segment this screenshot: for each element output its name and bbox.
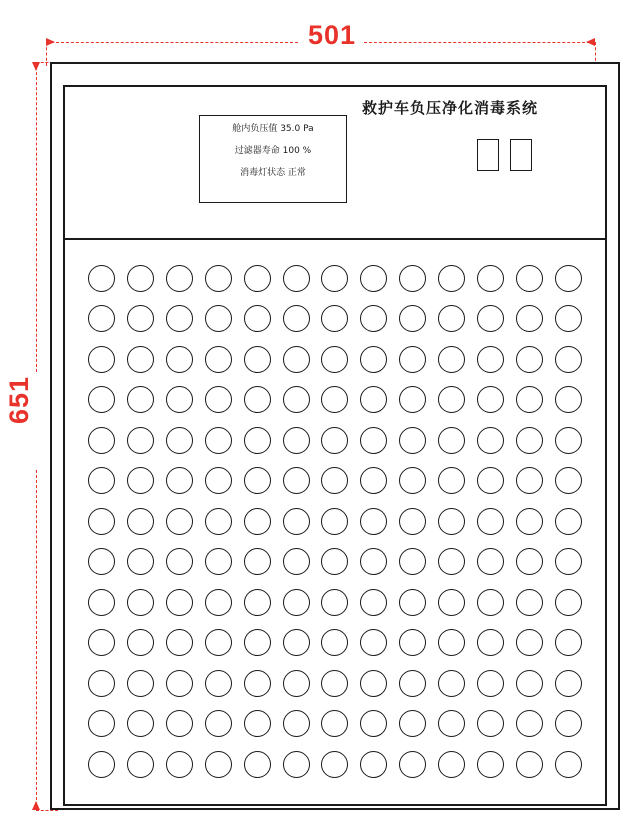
- grille-hole: [555, 386, 582, 413]
- dimension-line-top-right-segment: [364, 42, 595, 43]
- grille-hole: [166, 427, 193, 454]
- grille-hole: [205, 548, 232, 575]
- grille-hole: [360, 589, 387, 616]
- grille-hole: [205, 346, 232, 373]
- dimension-height-label: 651: [6, 372, 33, 428]
- grille-hole: [360, 670, 387, 697]
- grille-hole: [555, 670, 582, 697]
- grille-hole: [88, 467, 115, 494]
- grille-hole: [438, 670, 465, 697]
- grille-hole: [127, 346, 154, 373]
- grille-hole: [477, 589, 504, 616]
- indicator-light-right[interactable]: [510, 139, 532, 171]
- grille-hole: [438, 751, 465, 778]
- grille-hole: [127, 467, 154, 494]
- grille-hole: [321, 548, 348, 575]
- grille-hole: [360, 346, 387, 373]
- grille-hole: [477, 508, 504, 535]
- grille-hole: [438, 548, 465, 575]
- dimension-arrow-top-left: [46, 38, 55, 46]
- grille-hole: [88, 508, 115, 535]
- grille-hole: [127, 427, 154, 454]
- grille-hole: [399, 265, 426, 292]
- grille-hole: [438, 467, 465, 494]
- grille-hole: [283, 467, 310, 494]
- grille-hole: [516, 265, 543, 292]
- grille-hole: [244, 548, 271, 575]
- grille-hole: [244, 670, 271, 697]
- grille-hole: [399, 305, 426, 332]
- grille-hole: [399, 548, 426, 575]
- grille-hole: [244, 710, 271, 737]
- grille-hole: [127, 751, 154, 778]
- grille-hole: [283, 508, 310, 535]
- grille-hole: [555, 346, 582, 373]
- grille-hole: [244, 305, 271, 332]
- grille-hole: [399, 670, 426, 697]
- grille-hole: [127, 548, 154, 575]
- grille-hole: [360, 467, 387, 494]
- grille-hole: [360, 427, 387, 454]
- grille-hole: [516, 589, 543, 616]
- dimension-width-label: 501: [304, 22, 360, 49]
- grille-hole: [360, 508, 387, 535]
- grille-hole: [360, 548, 387, 575]
- grille-hole: [166, 346, 193, 373]
- grille-hole: [127, 589, 154, 616]
- grille-hole: [127, 508, 154, 535]
- grille-hole: [321, 427, 348, 454]
- grille-hole: [283, 670, 310, 697]
- grille-hole: [321, 305, 348, 332]
- grille-hole: [205, 305, 232, 332]
- grille-hole: [555, 427, 582, 454]
- grille-hole: [516, 710, 543, 737]
- grille-hole: [438, 710, 465, 737]
- perforated-grille: [82, 258, 588, 788]
- grille-hole: [399, 467, 426, 494]
- grille-hole: [205, 467, 232, 494]
- grille-hole: [166, 508, 193, 535]
- device-title: 救护车负压净化消毒系统: [362, 99, 539, 117]
- grille-hole: [555, 548, 582, 575]
- grille-hole: [321, 346, 348, 373]
- grille-hole: [360, 751, 387, 778]
- grille-hole: [477, 751, 504, 778]
- grille-hole: [477, 386, 504, 413]
- grille-hole: [516, 751, 543, 778]
- grille-hole: [516, 670, 543, 697]
- grille-hole: [360, 629, 387, 656]
- grille-hole: [244, 427, 271, 454]
- grille-hole: [283, 386, 310, 413]
- grille-hole: [205, 508, 232, 535]
- grille-hole: [88, 386, 115, 413]
- grille-hole: [205, 265, 232, 292]
- grille-hole: [88, 751, 115, 778]
- grille-hole: [438, 427, 465, 454]
- grille-hole: [399, 629, 426, 656]
- grille-hole: [166, 265, 193, 292]
- grille-hole: [205, 427, 232, 454]
- grille-hole: [244, 751, 271, 778]
- grille-hole: [477, 305, 504, 332]
- grille-hole: [166, 305, 193, 332]
- grille-hole: [438, 265, 465, 292]
- grille-hole: [88, 710, 115, 737]
- dimension-arrow-top-right: [586, 38, 595, 46]
- grille-hole: [477, 346, 504, 373]
- grille-hole: [205, 589, 232, 616]
- grille-hole: [516, 305, 543, 332]
- grille-hole: [166, 386, 193, 413]
- grille-hole: [477, 629, 504, 656]
- grille-hole: [88, 589, 115, 616]
- grille-hole: [321, 508, 348, 535]
- dimension-line-left-upper-segment: [36, 62, 37, 372]
- grille-hole: [555, 265, 582, 292]
- dimension-arrow-left-bottom: [32, 801, 40, 810]
- grille-hole: [555, 305, 582, 332]
- grille-hole: [360, 710, 387, 737]
- grille-hole: [205, 386, 232, 413]
- grille-hole: [555, 508, 582, 535]
- grille-hole: [127, 629, 154, 656]
- grille-hole: [321, 629, 348, 656]
- grille-hole: [555, 751, 582, 778]
- grille-hole: [399, 710, 426, 737]
- grille-hole: [321, 386, 348, 413]
- grille-hole: [321, 467, 348, 494]
- grille-hole: [244, 265, 271, 292]
- grille-hole: [244, 467, 271, 494]
- grille-hole: [555, 467, 582, 494]
- grille-hole: [321, 670, 348, 697]
- dimension-arrow-left-top: [32, 62, 40, 71]
- status-row-pressure: 舱内负压值 35.0 Pa: [232, 124, 314, 134]
- grille-hole: [244, 629, 271, 656]
- grille-hole: [399, 346, 426, 373]
- grille-hole: [360, 265, 387, 292]
- grille-hole: [283, 346, 310, 373]
- grille-hole: [244, 386, 271, 413]
- status-row-uv-lamp: 消毒灯状态 正常: [240, 168, 306, 178]
- grille-hole: [205, 751, 232, 778]
- grille-hole: [438, 386, 465, 413]
- extension-line-left-bottom: [36, 810, 58, 811]
- grille-hole: [516, 508, 543, 535]
- grille-hole: [166, 589, 193, 616]
- grille-hole: [88, 265, 115, 292]
- grille-hole: [127, 265, 154, 292]
- grille-hole: [166, 467, 193, 494]
- grille-hole: [244, 589, 271, 616]
- grille-hole: [244, 346, 271, 373]
- grille-hole: [166, 710, 193, 737]
- grille-hole: [205, 629, 232, 656]
- panel-divider-line: [63, 238, 607, 240]
- indicator-light-left[interactable]: [477, 139, 499, 171]
- grille-hole: [166, 751, 193, 778]
- grille-hole: [283, 710, 310, 737]
- grille-hole: [205, 710, 232, 737]
- grille-hole: [88, 548, 115, 575]
- grille-hole: [244, 508, 271, 535]
- grille-hole: [399, 589, 426, 616]
- status-row-filter-life: 过滤器寿命 100 %: [234, 146, 312, 156]
- grille-hole: [283, 305, 310, 332]
- grille-hole: [360, 305, 387, 332]
- grille-hole: [516, 386, 543, 413]
- grille-hole: [399, 386, 426, 413]
- grille-hole: [283, 589, 310, 616]
- grille-hole: [88, 427, 115, 454]
- grille-hole: [283, 427, 310, 454]
- grille-hole: [399, 427, 426, 454]
- grille-hole: [477, 265, 504, 292]
- grille-hole: [477, 710, 504, 737]
- grille-hole: [283, 265, 310, 292]
- grille-hole: [127, 386, 154, 413]
- grille-hole: [166, 629, 193, 656]
- grille-hole: [127, 305, 154, 332]
- grille-hole: [477, 548, 504, 575]
- grille-hole: [360, 386, 387, 413]
- grille-hole: [516, 427, 543, 454]
- grille-hole: [283, 751, 310, 778]
- status-display-screen: [199, 115, 347, 203]
- grille-hole: [127, 670, 154, 697]
- grille-hole: [88, 305, 115, 332]
- grille-hole: [321, 589, 348, 616]
- grille-hole: [205, 670, 232, 697]
- grille-hole: [555, 589, 582, 616]
- grille-hole: [438, 508, 465, 535]
- grille-hole: [555, 629, 582, 656]
- grille-hole: [438, 346, 465, 373]
- grille-hole: [516, 548, 543, 575]
- grille-hole: [438, 589, 465, 616]
- dimension-line-left-lower-segment: [36, 470, 37, 810]
- grille-hole: [127, 710, 154, 737]
- grille-hole: [516, 346, 543, 373]
- grille-hole: [516, 629, 543, 656]
- dimension-line-top-left-segment: [46, 42, 298, 43]
- grille-hole: [321, 710, 348, 737]
- grille-hole: [477, 427, 504, 454]
- grille-hole: [283, 548, 310, 575]
- grille-hole: [166, 670, 193, 697]
- grille-hole: [477, 467, 504, 494]
- grille-hole: [399, 751, 426, 778]
- grille-hole: [166, 548, 193, 575]
- grille-hole: [283, 629, 310, 656]
- grille-hole: [438, 305, 465, 332]
- grille-hole: [477, 670, 504, 697]
- grille-hole: [88, 629, 115, 656]
- grille-hole: [399, 508, 426, 535]
- grille-hole: [88, 670, 115, 697]
- grille-hole: [555, 710, 582, 737]
- grille-hole: [321, 751, 348, 778]
- grille-hole: [438, 629, 465, 656]
- grille-hole: [516, 467, 543, 494]
- grille-hole: [321, 265, 348, 292]
- grille-hole: [88, 346, 115, 373]
